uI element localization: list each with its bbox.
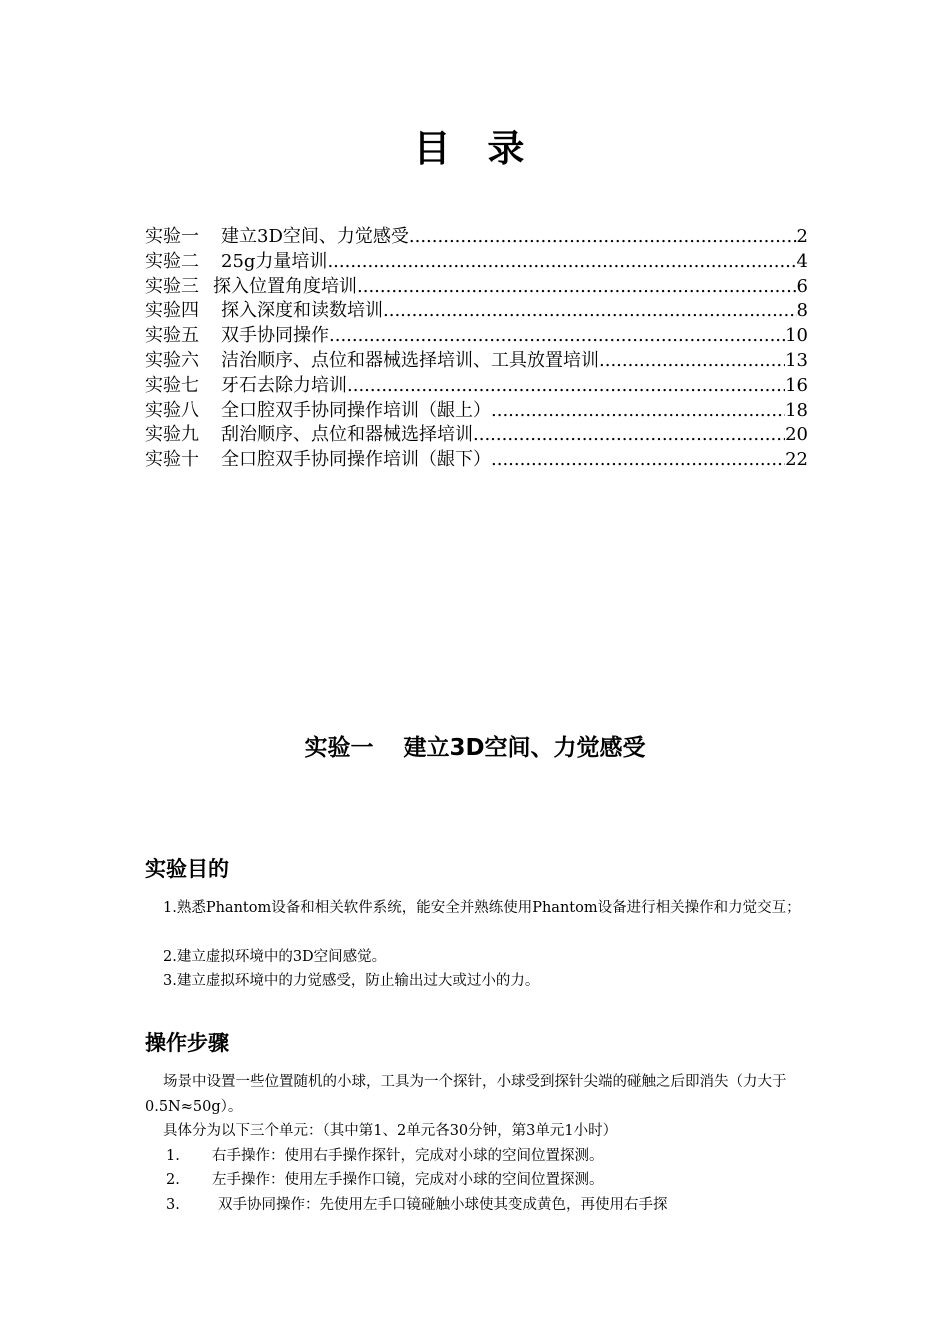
toc-entry-number: 实验九 [145, 424, 199, 446]
toc-dot-leader [329, 324, 785, 349]
toc-entry[interactable] [145, 275, 808, 300]
toc-entry-page: 18 [785, 399, 808, 421]
toc-entry[interactable] [145, 399, 808, 424]
toc-title: 目 录 [413, 127, 537, 170]
purpose-item: 1.熟悉Phantom设备和相关软件系统，能安全并熟练使用Phantom设备进行相关操作和力觉交互； [163, 900, 801, 916]
toc-entry-page: 20 [785, 424, 808, 446]
toc-dot-leader [357, 275, 797, 300]
toc-entry-page: 13 [785, 349, 808, 371]
unit-text: 左手操作：使用左手操作口镜，完成对小球的空间位置探测。 [212, 1172, 604, 1188]
toc-entry-title: 探入位置角度培训 [213, 275, 357, 297]
toc-entry[interactable] [145, 448, 808, 473]
unit-item [166, 1144, 816, 1169]
toc-entry-page: 22 [785, 449, 808, 471]
unit-item [166, 1168, 816, 1193]
purpose-heading: 实验目的 [145, 857, 229, 881]
toc-entry[interactable] [145, 250, 808, 275]
steps-heading: 操作步骤 [145, 1031, 229, 1055]
unit-number: 2. [166, 1172, 180, 1188]
unit-item [166, 1193, 816, 1218]
unit-text: 右手操作：使用右手操作探针，完成对小球的空间位置探测。 [212, 1148, 604, 1164]
toc-entry[interactable] [145, 299, 808, 324]
chapter-title: 建立3D空间、力觉感受 [403, 735, 646, 761]
toc-entry-title: 刮治顺序、点位和器械选择培训 [221, 424, 473, 446]
toc-entry-number: 实验三 [145, 275, 199, 297]
unit-number: 3. [166, 1197, 180, 1213]
toc-entry-title: 探入深度和读数培训 [221, 300, 383, 322]
toc-entry[interactable] [145, 225, 808, 250]
toc-dot-leader [327, 250, 796, 275]
toc-dot-leader [347, 374, 785, 399]
toc-entry-title: 牙石去除力培训 [221, 374, 347, 396]
toc-dot-leader [409, 225, 797, 250]
toc-dot-leader [491, 448, 785, 473]
steps-intro: 场景中设置一些位置随机的小球，工具为一个探针，小球受到探针尖端的碰触之后即消失（力大于0.5N≈50g）。 [145, 1074, 787, 1115]
toc-entry-number: 实验二 [145, 250, 199, 272]
toc-entry-page: 16 [785, 374, 808, 396]
toc-dot-leader [491, 399, 785, 424]
purpose-item: 2.建立虚拟环境中的3D空间感觉。 [163, 949, 387, 965]
toc-entry-number: 实验六 [145, 349, 199, 371]
toc-entry-page: 6 [796, 275, 808, 297]
toc-entry-number: 实验七 [145, 374, 199, 396]
toc-entry-number: 实验四 [145, 300, 199, 322]
toc-entry-number: 实验一 [145, 226, 199, 247]
toc-entry-page: 4 [796, 250, 808, 272]
toc-entry-page: 8 [796, 300, 808, 322]
toc-entry-number: 实验五 [145, 325, 199, 347]
toc-entry[interactable] [145, 349, 808, 374]
toc-entry-title: 双手协同操作 [221, 325, 329, 347]
toc-entry-title: 25g力量培训 [221, 250, 328, 272]
toc-entry-number: 实验十 [145, 449, 199, 471]
toc-dot-leader [383, 299, 797, 324]
units-intro: 具体分为以下三个单元：（其中第1、2单元各30分钟，第3单元1小时） [163, 1123, 618, 1139]
toc-entry[interactable] [145, 324, 808, 349]
toc-entry-title: 洁治顺序、点位和器械选择培训、工具放置培训 [221, 349, 599, 371]
toc-entry[interactable] [145, 374, 808, 399]
toc-entry-title: 全口腔双手协同操作培训（龈上） [221, 399, 491, 421]
toc-entry-title: 建立3D空间、力觉感受 [221, 226, 409, 247]
toc-entry[interactable] [145, 423, 808, 448]
unit-number: 1. [166, 1148, 180, 1164]
toc-entry-number: 实验八 [145, 399, 199, 421]
toc-entry-page: 2 [796, 226, 808, 247]
purpose-item: 3.建立虚拟环境中的力觉感受，防止输出过大或过小的力。 [163, 973, 540, 989]
unit-text: 双手协同操作：先使用左手口镜碰触小球使其变成黄色，再使用右手探 [218, 1197, 668, 1213]
chapter-number: 实验一 [304, 735, 374, 761]
chapter-heading [0, 730, 950, 766]
toc-dot-leader [599, 349, 785, 374]
toc-dot-leader [473, 423, 785, 448]
toc-entry-page: 10 [785, 325, 808, 347]
toc-entry-title: 全口腔双手协同操作培训（龈下） [221, 449, 491, 471]
table-of-contents [145, 225, 808, 473]
